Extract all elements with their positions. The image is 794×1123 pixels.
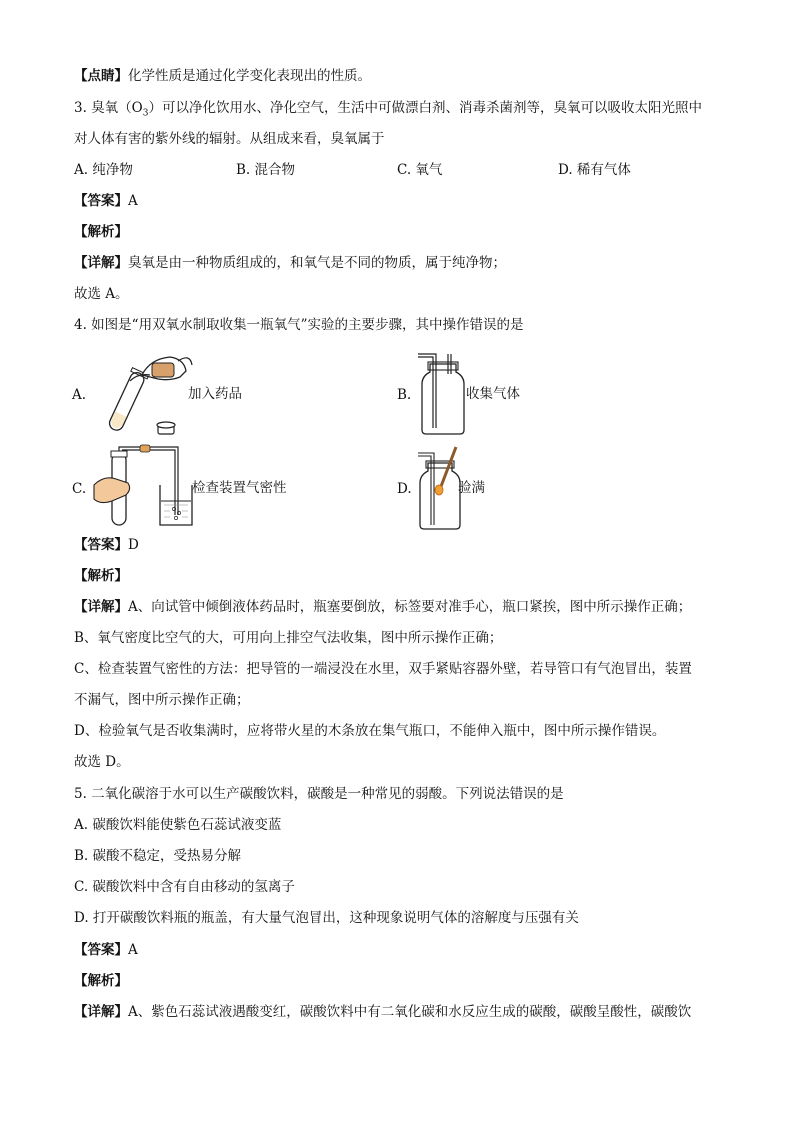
q4-fig-a-letter: A. [72, 387, 87, 403]
q3-stem-line1 [74, 98, 702, 124]
q4-fig-c-label: 检查装置气密性 [192, 480, 287, 496]
q3-detail-tag: 【详解】 [74, 255, 128, 271]
q3-detail-line [74, 253, 506, 273]
q4-fig-d-letter: D. [397, 481, 412, 497]
q4-fig-c-airtightness-image [92, 445, 197, 534]
q4-fig-b-bottle-image [416, 350, 471, 439]
q3-stem-line2: 对人体有害的紫外线的辐射。从组成来看，臭氧属于 [74, 131, 385, 147]
q4-detail-line5: D、检验氧气是否收集满时，应将带火星的木条放在集气瓶口，不能伸入瓶中，图中所示操作错误。 [74, 723, 666, 739]
q3-option-b: B. 混合物 [236, 162, 296, 178]
q4-detail-text1: A、向试管中倾倒液体药品时，瓶塞要倒放，标签要对准手心，瓶口紧挨，图中所示操作正确； [128, 599, 692, 615]
q4-fig-c-letter: C. [72, 481, 87, 497]
q3-option-d: D. 稀有气体 [558, 162, 631, 178]
q5-detail-tag: 【详解】 [74, 1004, 128, 1020]
q4-detail-line3: C、检查装置气密性的方法：把导管的一端浸没在水里，双手紧贴容器外壁，若导管口有气泡冒出，装置 [74, 661, 692, 677]
q4-fig-d-label: 验满 [458, 480, 485, 496]
tip-tag: 【点睛】 [74, 68, 128, 84]
tip-line [74, 66, 371, 86]
q3-answer-tag: 【答案】 [74, 193, 128, 209]
q4-detail-line1 [74, 597, 691, 617]
q5-answer-line [74, 940, 138, 960]
q4-fig-a-label: 加入药品 [188, 386, 242, 402]
q3-option-a: A. 纯净物 [74, 162, 133, 178]
q4-answer-tag: 【答案】 [74, 537, 128, 553]
q5-stem: 5. 二氧化碳溶于水可以生产碳酸饮料，碳酸是一种常见的弱酸。下列说法错误的是 [74, 786, 564, 802]
q5-option-b: B. 碳酸不稳定，受热易分解 [74, 848, 242, 864]
q5-answer-tag: 【答案】 [74, 942, 128, 958]
q3-answer-line [74, 191, 138, 211]
q4-fig-b-label: 收集气体 [466, 386, 520, 402]
q3-stem-subscript: 3 [142, 108, 149, 119]
q4-answer: D [128, 537, 139, 553]
q4-answer-line [74, 535, 139, 555]
q5-detail-text1: A、紫色石蕊试液遇酸变红，碳酸饮料中有二氧化碳和水反应生成的碳酸，碳酸呈酸性，碳酸饮 [128, 1004, 692, 1020]
q3-answer: A [128, 193, 138, 209]
q5-option-c: C. 碳酸饮料中含有自由移动的氢离子 [74, 879, 295, 895]
q5-detail-line1 [74, 1002, 691, 1022]
tip-text: 化学性质是通过化学变化表现出的性质。 [128, 68, 371, 84]
q5-answer: A [128, 942, 138, 958]
q4-detail-line2: B、氧气密度比空气的大，可用向上排空气法收集，图中所示操作正确； [74, 630, 503, 646]
q5-option-a: A. 碳酸饮料能使紫色石蕊试液变蓝 [74, 817, 282, 833]
q5-analysis-tag: 【解析】 [74, 973, 128, 989]
q4-detail-tag: 【详解】 [74, 599, 128, 615]
q3-stem-part2: ）可以净化饮用水、净化空气，生活中可做漂白剂、消毒杀菌剂等，臭氧可以吸收太阳光照中 [148, 100, 702, 116]
q4-fig-b-letter: B. [397, 387, 412, 403]
q3-stem-part1: 3. 臭氧（O [74, 100, 143, 116]
q5-option-d: D. 打开碳酸饮料瓶的瓶盖，有大量气泡冒出，这种现象说明气体的溶解度与压强有关 [74, 910, 579, 926]
q4-detail-line4: 不漏气，图中所示操作正确； [74, 692, 250, 708]
q4-stem: 4. 如图是“用双氧水制取收集一瓶氧气”实验的主要步骤，其中操作错误的是 [74, 317, 524, 333]
q4-analysis-tag: 【解析】 [74, 568, 128, 584]
q3-detail-text: 臭氧是由一种物质组成的，和氧气是不同的物质，属于纯净物； [128, 255, 506, 271]
q3-analysis-tag: 【解析】 [74, 224, 128, 240]
q4-conclusion: 故选 D。 [74, 754, 130, 770]
q3-option-c: C. 氧气 [397, 162, 443, 178]
q3-conclusion: 故选 A。 [74, 286, 129, 302]
q4-fig-a-pouring-image [100, 345, 195, 444]
